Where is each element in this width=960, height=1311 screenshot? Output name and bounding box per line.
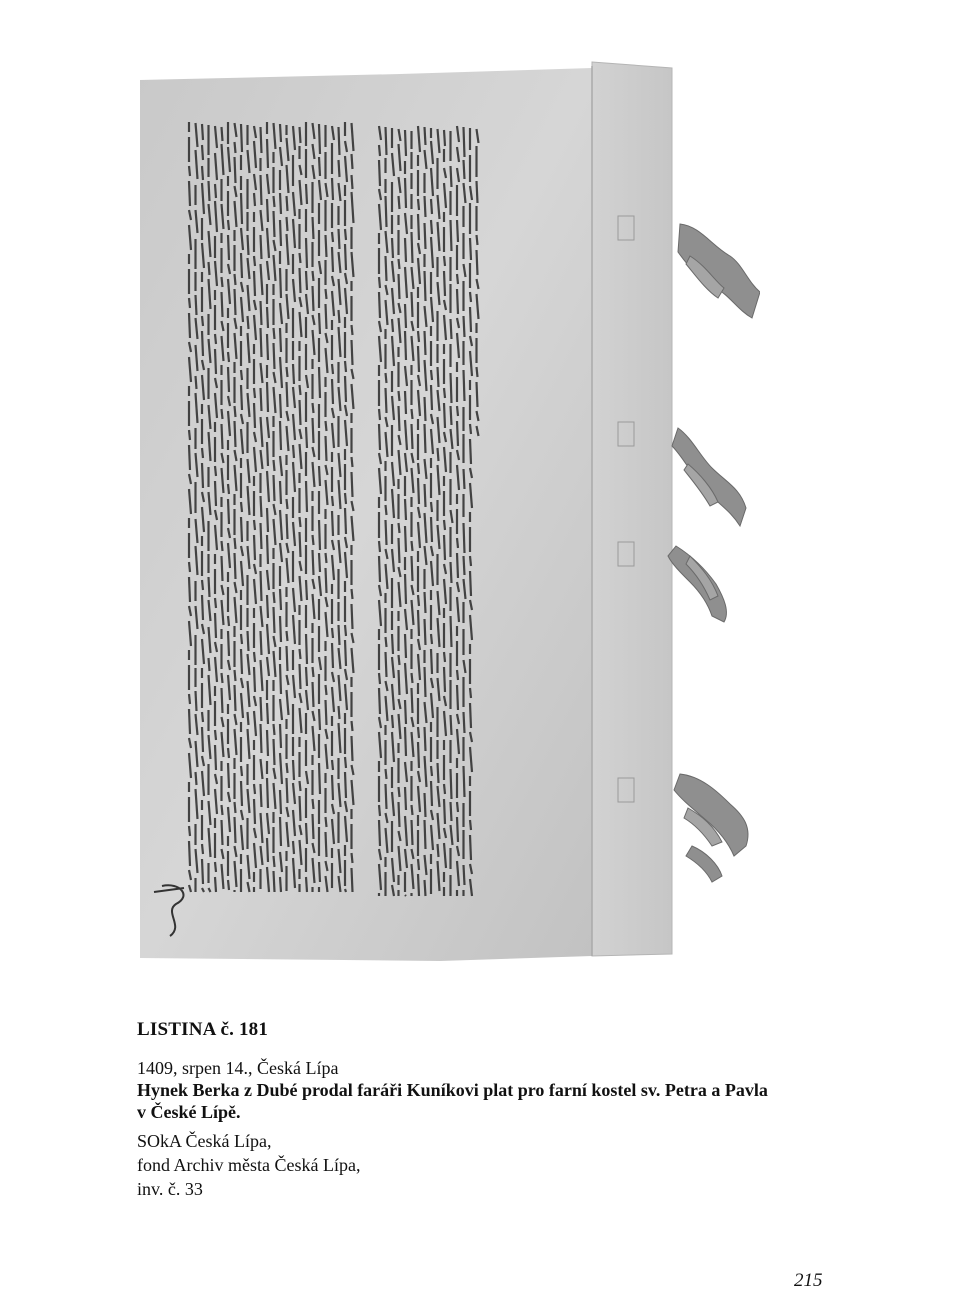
document-summary bbox=[137, 1079, 837, 1123]
seal-tag-1 bbox=[678, 224, 760, 318]
seal-tag-4 bbox=[674, 774, 748, 882]
seal-tag-3 bbox=[668, 546, 726, 622]
summary-line-2: v České Lípě. bbox=[137, 1102, 241, 1122]
seal-tag-2 bbox=[672, 428, 746, 526]
archive-reference bbox=[137, 1129, 360, 1201]
page-number: 215 bbox=[794, 1270, 823, 1291]
archive-line-3: inv. č. 33 bbox=[137, 1179, 203, 1199]
plica-fold bbox=[592, 62, 672, 956]
parchment-sheet bbox=[140, 68, 592, 961]
archive-line-1: SOkA Česká Lípa, bbox=[137, 1131, 272, 1151]
charter-image bbox=[140, 56, 760, 966]
document-title: LISTINA č. 181 bbox=[137, 1019, 269, 1040]
charter-photograph bbox=[140, 56, 760, 966]
document-date-place: 1409, srpen 14., Česká Lípa bbox=[137, 1058, 339, 1078]
archive-line-2: fond Archiv města Česká Lípa, bbox=[137, 1155, 361, 1175]
summary-line-1: Hynek Berka z Dubé prodal faráři Kuníkovi plat pro farní kostel sv. Petra a Pavla bbox=[137, 1080, 768, 1100]
